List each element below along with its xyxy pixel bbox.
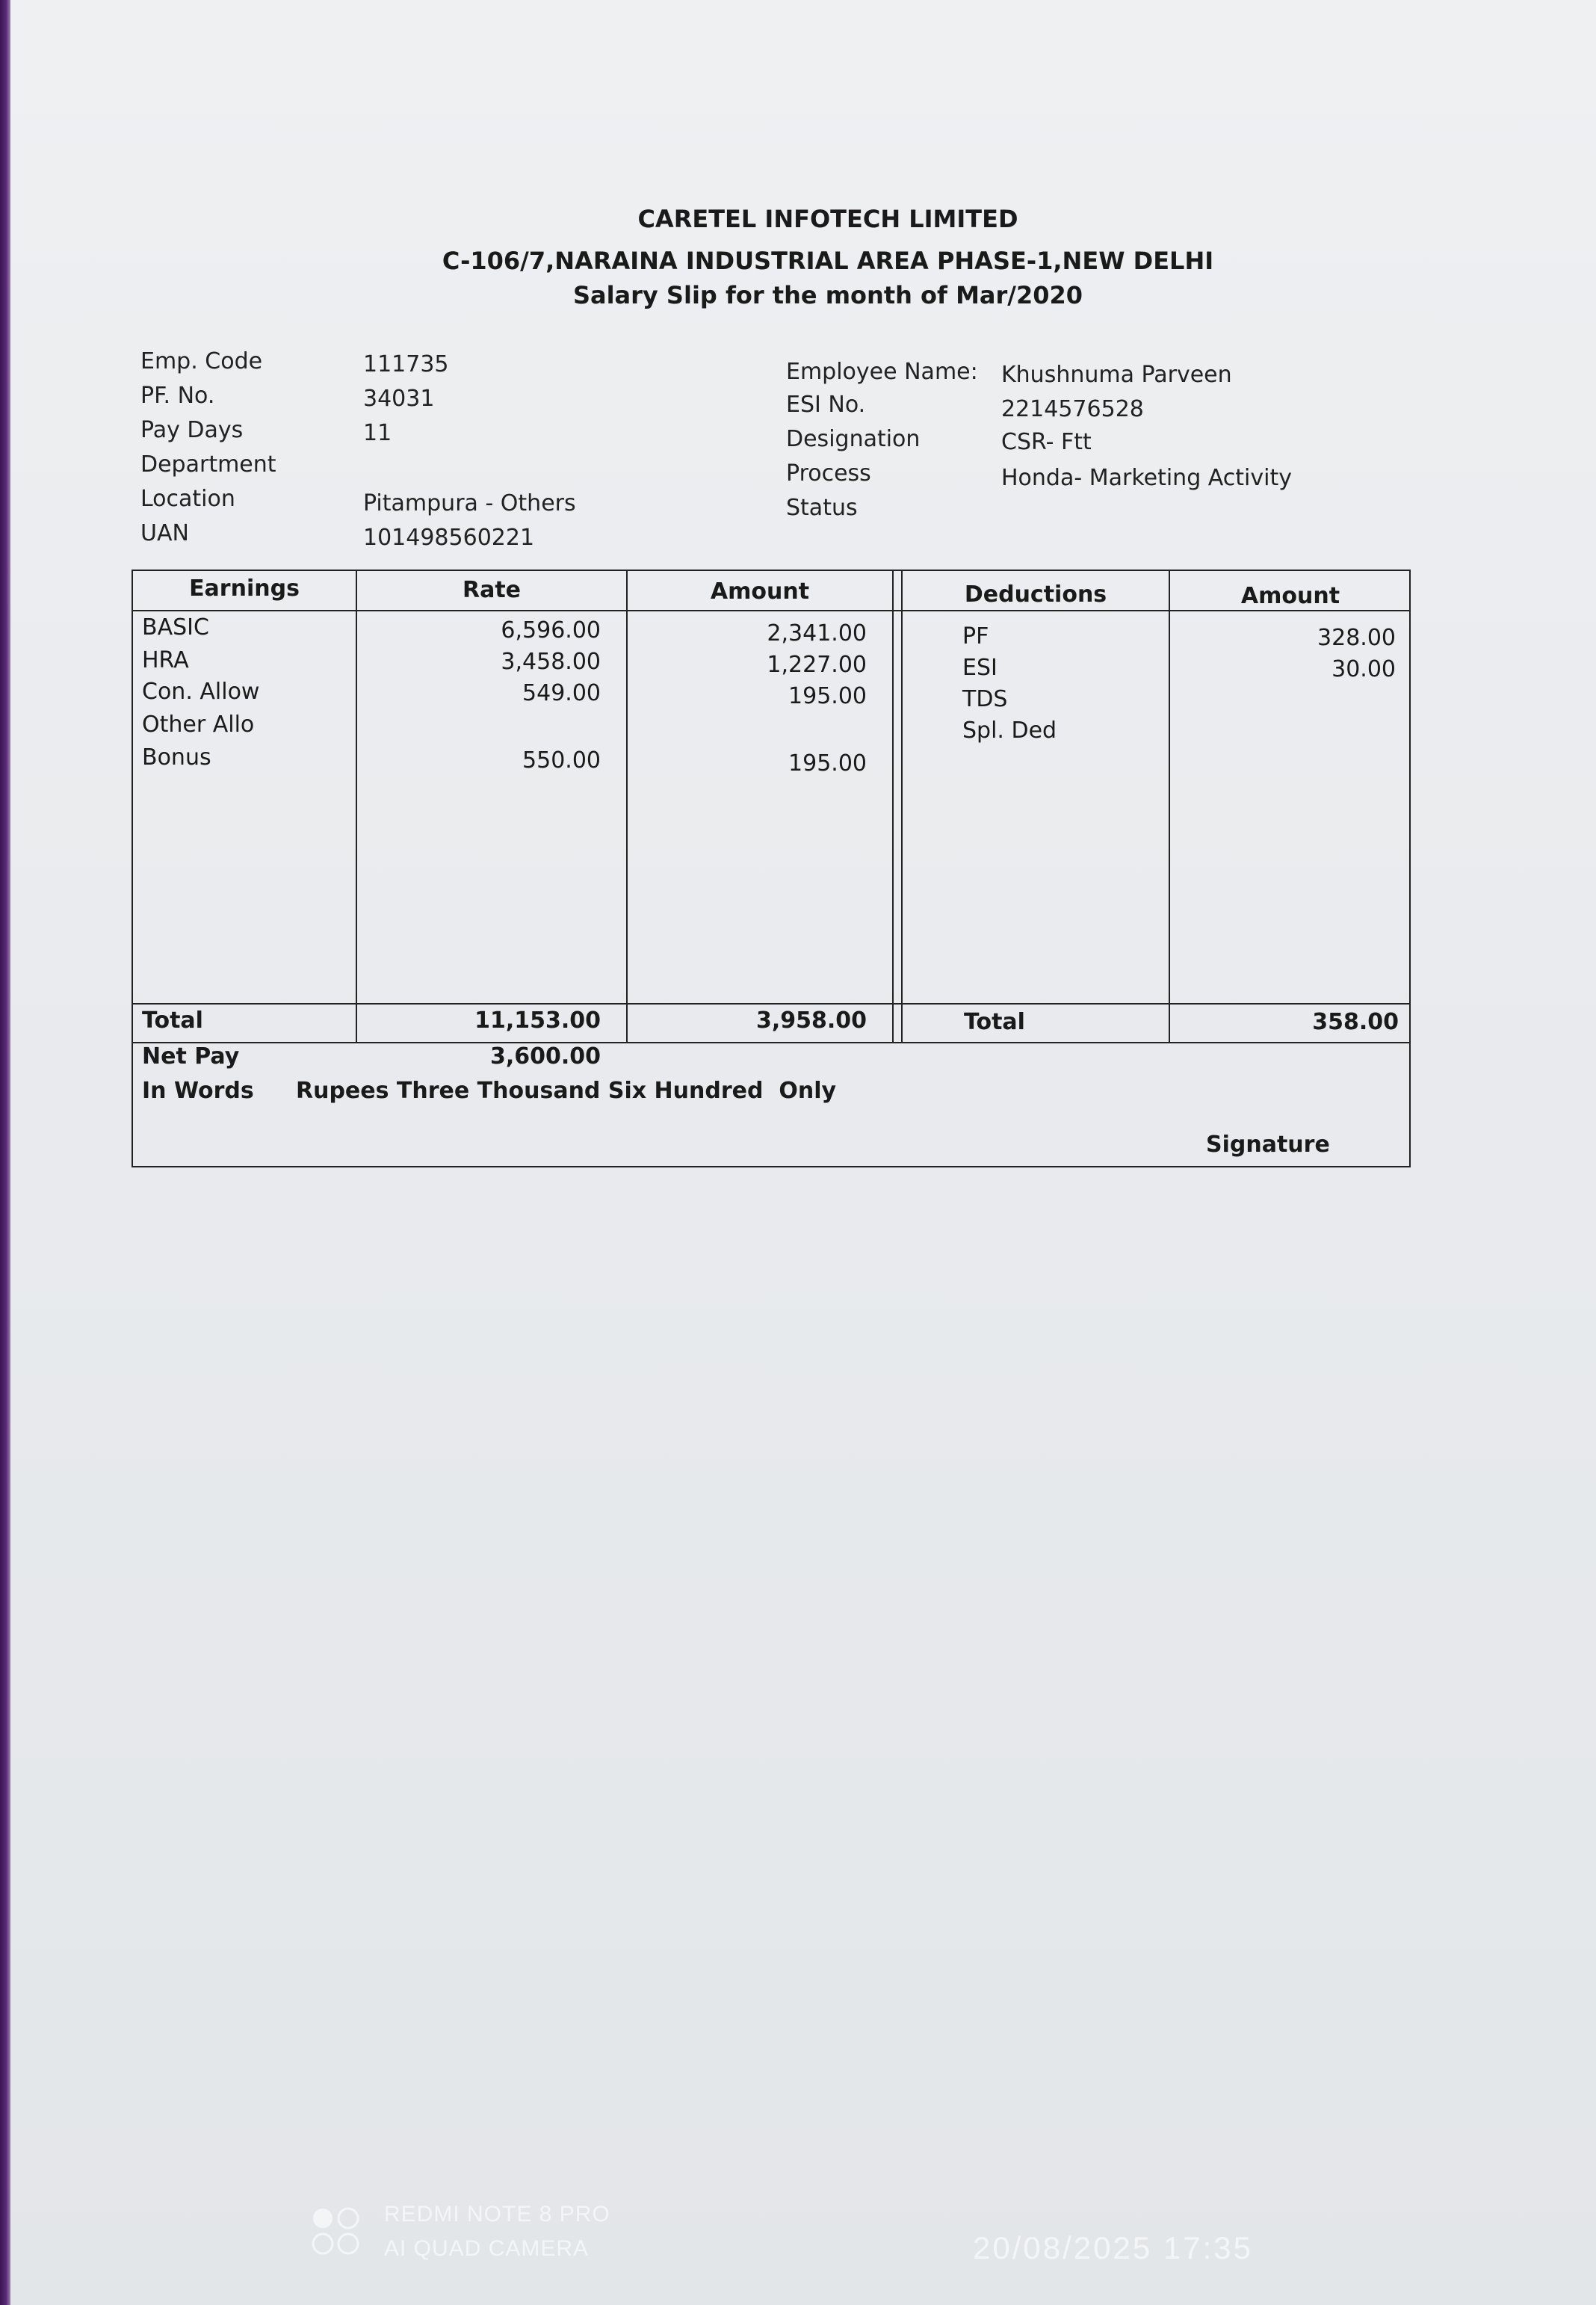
total-deductions-label: Total [964, 1009, 1025, 1035]
col-divider [901, 571, 903, 1043]
total-rate: 11,153.00 [474, 1008, 601, 1034]
signature-label: Signature [1206, 1132, 1330, 1158]
in-words-label: In Words [142, 1078, 254, 1104]
status-label: Status [786, 495, 858, 521]
deductions-header: Deductions [964, 581, 1107, 608]
camera-logo-icon [309, 2205, 362, 2257]
ded-amount-header: Amount [1240, 583, 1340, 609]
earning-name: Other Allo [142, 712, 255, 738]
slip-title: Salary Slip for the month of Mar/2020 [572, 281, 1083, 309]
deduction-name: ESI [962, 655, 998, 681]
total-amount: 3,958.00 [755, 1008, 867, 1034]
total-top-divider [133, 1003, 1411, 1005]
total-label: Total [142, 1008, 203, 1034]
earning-amount: 195.00 [788, 750, 867, 777]
pay-days-value: 11 [363, 420, 392, 446]
uan-label: UAN [140, 520, 189, 546]
earning-amount: 195.00 [788, 683, 867, 709]
earning-rate: 3,458.00 [501, 649, 601, 675]
process-value: Honda- Marketing Activity [1001, 465, 1292, 491]
camera-model-text: REDMI NOTE 8 PRO [384, 2202, 610, 2227]
col-divider [892, 571, 894, 1043]
amount-header: Amount [710, 578, 810, 605]
earning-name: BASIC [142, 614, 209, 641]
emp-code-label: Emp. Code [140, 348, 263, 374]
pf-no-value: 34031 [363, 386, 435, 412]
deduction-name: Spl. Ded [962, 718, 1057, 744]
deduction-amount: 328.00 [1317, 625, 1396, 651]
rate-header: Rate [462, 577, 522, 603]
header-divider [133, 610, 1411, 611]
earnings-header: Earnings [189, 576, 300, 602]
desk-edge [0, 0, 10, 2305]
department-label: Department [140, 451, 276, 478]
esi-no-value: 2214576528 [1001, 396, 1144, 422]
salary-table [132, 570, 1411, 1167]
total-bottom-divider [133, 1042, 1411, 1043]
location-label: Location [140, 486, 235, 512]
earning-amount: 1,227.00 [767, 652, 867, 678]
net-pay-label: Net Pay [142, 1043, 240, 1070]
earning-name: Con. Allow [142, 679, 260, 705]
company-name: CARETEL INFOTECH LIMITED [637, 205, 1018, 233]
company-address: C-106/7,NARAINA INDUSTRIAL AREA PHASE-1,NEW DELHI [442, 247, 1214, 275]
location-value: Pitampura - Others [363, 490, 576, 516]
in-words-value: Rupees Three Thousand Six Hundred Only [296, 1078, 837, 1104]
process-label: Process [786, 460, 871, 487]
employee-name-label: Employee Name: [786, 359, 978, 385]
employee-name-value: Khushnuma Parveen [1001, 362, 1232, 388]
earning-rate: 6,596.00 [501, 617, 601, 644]
earning-name: Bonus [142, 744, 211, 771]
earning-name: HRA [142, 647, 189, 673]
designation-label: Designation [786, 426, 921, 452]
designation-value: CSR- Ftt [1001, 429, 1092, 455]
emp-code-value: 111735 [363, 351, 449, 377]
photo-timestamp: 20/08/2025 17:35 [973, 2230, 1253, 2265]
deduction-name: TDS [962, 686, 1008, 712]
uan-value: 101498560221 [363, 525, 535, 551]
earning-rate: 549.00 [522, 680, 601, 706]
pay-days-label: Pay Days [140, 417, 244, 443]
earning-amount: 2,341.00 [767, 620, 867, 647]
pf-no-label: PF. No. [140, 383, 215, 409]
total-deductions-amount: 358.00 [1312, 1009, 1399, 1035]
earning-rate: 550.00 [522, 747, 601, 774]
esi-no-label: ESI No. [786, 392, 866, 418]
net-pay-value: 3,600.00 [489, 1043, 601, 1070]
camera-tagline-text: AI QUAD CAMERA [384, 2236, 590, 2261]
deduction-name: PF [962, 623, 989, 649]
deduction-amount: 30.00 [1331, 656, 1396, 682]
